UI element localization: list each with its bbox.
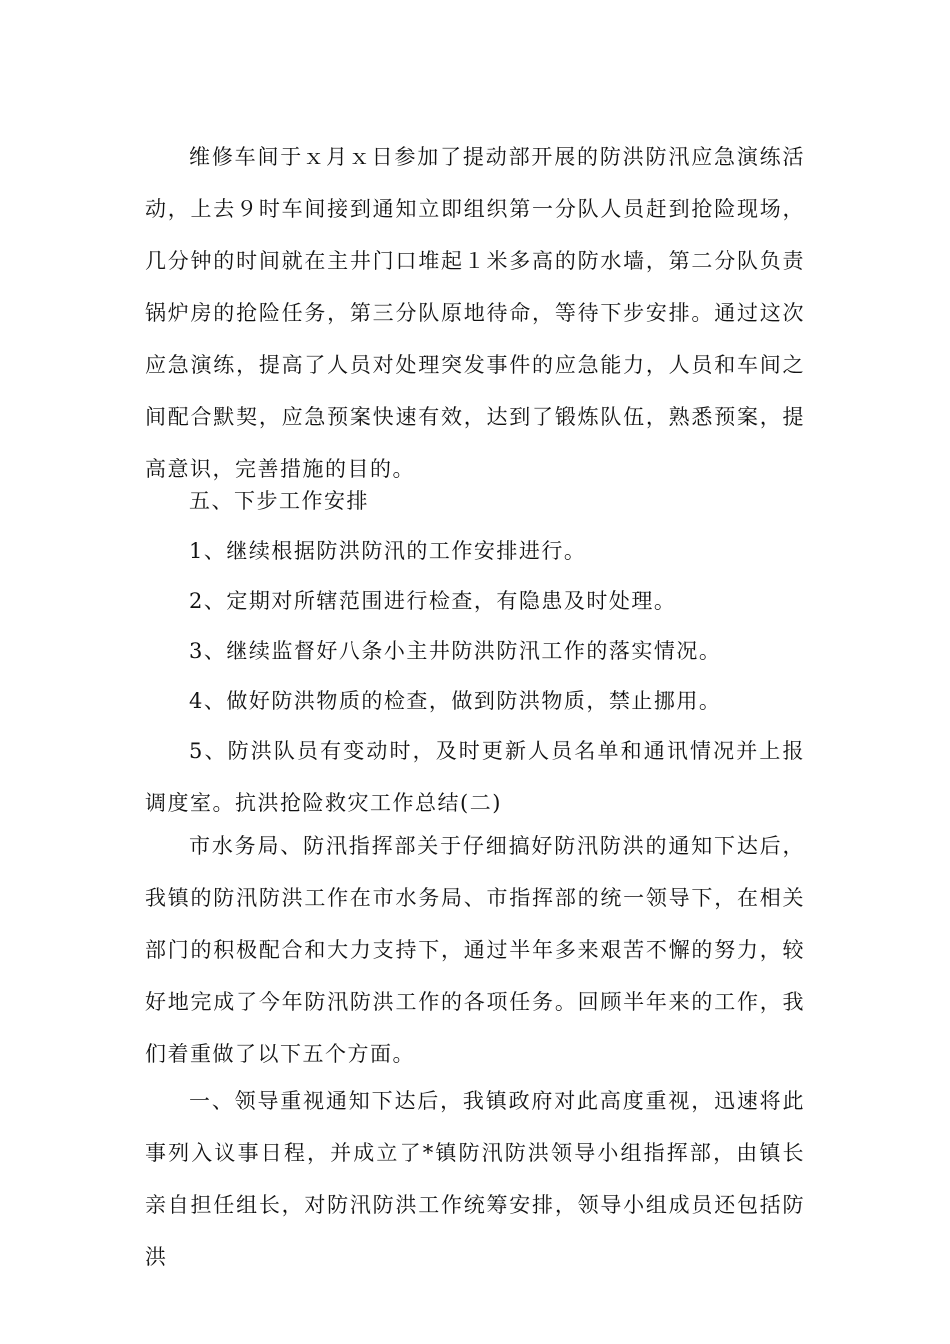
- list-item-text: 1、继续根据防洪防汛的工作安排进行。: [189, 539, 587, 563]
- list-item-text: 4、做好防洪物质的检查，做到防洪物质，禁止挪用。: [189, 689, 722, 713]
- list-item-1: [145, 525, 805, 577]
- paragraph-leadership: [145, 1075, 805, 1283]
- section-heading-next-steps: [145, 475, 805, 527]
- paragraph-text: 市水务局、防汛指挥部关于仔细搞好防汛防洪的通知下达后，我镇的防汛防洪工作在市水务局、市指挥部的统一领导下，在相关部门的积极配合和大力支持下，通过半年多来艰苦不懈的努力，较好地完成了今年防汛防洪工作的各项任务。回顾半年来的工作，我们着重做了以下五个方面。: [145, 834, 805, 1066]
- list-item-text: 2、定期对所辖范围进行检查，有隐患及时处理。: [189, 589, 677, 613]
- paragraph-drill-report: [145, 131, 805, 495]
- list-item-text: 5、防洪队员有变动时，及时更新人员名单和通讯情况并上报调度室。抗洪抢险救灾工作总结(二): [145, 739, 805, 815]
- list-item-5: [145, 725, 805, 829]
- section-heading-text: 五、下步工作安排: [189, 489, 369, 513]
- paragraph-summary-intro: [145, 820, 805, 1080]
- list-item-2: [145, 575, 805, 627]
- list-item-4: [145, 675, 805, 727]
- list-item-text: 3、继续监督好八条小主井防洪防汛工作的落实情况。: [189, 639, 722, 663]
- list-item-3: [145, 625, 805, 677]
- paragraph-text: 一、领导重视通知下达后，我镇政府对此高度重视，迅速将此事列入议事日程，并成立了*镇防汛防洪领导小组指挥部，由镇长亲自担任组长，对防汛防洪工作统筹安排，领导小组成员还包括防洪: [145, 1089, 805, 1269]
- paragraph-text: 维修车间于ｘ月ｘ日参加了提动部开展的防洪防汛应急演练活动，上去９时车间接到通知立即组织第一分队人员赶到抢险现场，几分钟的时间就在主井门口堆起１米多高的防水墙，第二分队负责锅炉房的抢险任务，第三分队原地待命，等待下步安排。通过这次应急演练，提高了人员对处理突发事件的应急能力，人员和车间之间配合默契，应急预案快速有效，达到了锻炼队伍，熟悉预案，提高意识，完善措施的目的。: [145, 145, 805, 481]
